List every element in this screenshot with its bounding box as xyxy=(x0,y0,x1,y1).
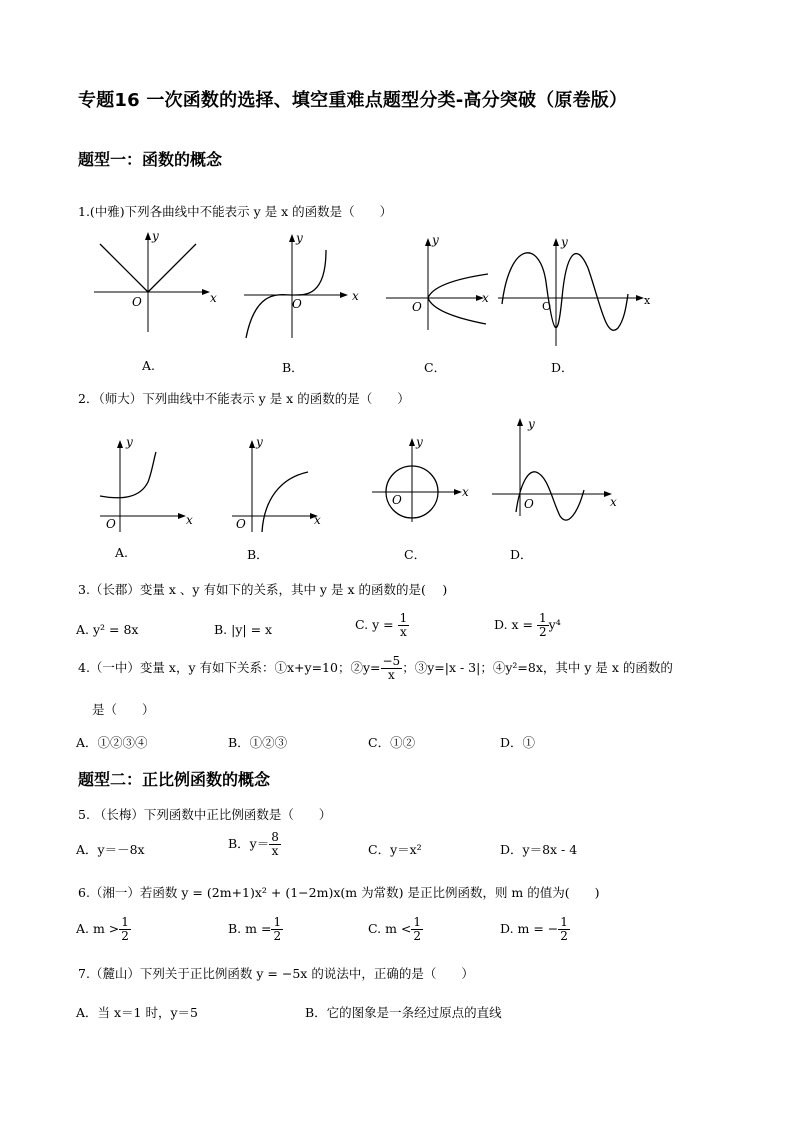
q2b-y-label: y xyxy=(256,435,263,449)
q2b-x-label: x xyxy=(314,513,321,527)
page-title: 专题16 一次函数的选择、填空重难点题型分类-高分突破（原卷版） xyxy=(78,90,628,111)
question-5: 5. （长梅）下列函数中正比例函数是（ ） xyxy=(78,807,332,822)
q1-label-b: B． xyxy=(282,360,304,375)
q1d-x-label: x xyxy=(644,294,651,307)
question-2: 2．（师大）下列曲线中不能表示 y 是 x 的函数的是（ ） xyxy=(78,391,410,406)
q2-label-b: B． xyxy=(247,547,269,562)
section-heading-1: 题型一：函数的概念 xyxy=(78,150,223,169)
q5-option-d: D．y＝8x - 4 xyxy=(500,842,578,857)
q2-label-a: A. xyxy=(115,545,129,560)
q1-label-d: D． xyxy=(551,360,574,375)
question-4 xyxy=(78,655,673,682)
q1a-x-label: x xyxy=(210,291,217,305)
q3-option-d-suffix: y⁴ xyxy=(548,617,561,632)
q6-option-a xyxy=(76,916,131,943)
question-1: 1.(中雅)下列各曲线中不能表示 y 是 x 的函数是（ ） xyxy=(78,204,393,219)
q6a-fraction xyxy=(119,916,131,943)
q6d-prefix: D. m = − xyxy=(500,921,559,936)
q3-option-a: A. y² = 8x xyxy=(76,622,139,637)
q3d-den: 2 xyxy=(539,625,547,639)
q1a-y-label: y xyxy=(152,229,159,243)
q1-graph-c xyxy=(382,232,502,332)
q2a-origin-label: O xyxy=(106,517,116,531)
q1b-origin-label: O xyxy=(292,297,302,311)
q2b-origin-label: O xyxy=(236,517,246,531)
q4-frac-den: x xyxy=(387,668,395,682)
q6-option-b xyxy=(228,916,283,943)
q1c-x-label: x xyxy=(482,291,489,305)
q2-label-d: D． xyxy=(510,547,533,562)
q6-option-d xyxy=(500,916,570,943)
q7-option-a: A．当 x＝1 时，y＝5 xyxy=(76,1005,198,1020)
q3-option-c-prefix: C. y = xyxy=(355,617,394,632)
q3-option-b: B. |y| = x xyxy=(214,622,273,637)
question-3: 3.（长郡）变量 x 、y 有如下的关系，其中 y 是 x 的函数的是( ) xyxy=(78,582,448,597)
q6b-prefix: B. m = xyxy=(228,921,272,936)
q5b-num: 8 xyxy=(271,830,279,844)
q5-option-c: C．y＝x² xyxy=(368,842,422,857)
q2-graph-b xyxy=(228,434,333,534)
q1d-origin-label: O xyxy=(542,300,552,313)
q6-option-c xyxy=(368,916,423,943)
q1-label-a: A. xyxy=(142,358,156,373)
q3-option-d-fraction xyxy=(537,612,549,639)
q2a-x-label: x xyxy=(186,513,193,527)
q6d-num: 1 xyxy=(560,915,568,929)
q3-option-c xyxy=(355,612,409,639)
q1b-x-label: x xyxy=(352,289,359,303)
q1c-origin-label: O xyxy=(412,300,422,314)
q4-text-post: ；③y=|x - 3|；④y²=8x，其中 y 是 x 的函数的 xyxy=(402,660,673,675)
q4-option-a: A．①②③④ xyxy=(76,735,148,750)
q2d-origin-label: O xyxy=(524,497,534,511)
q5-option-a: A．y＝－8x xyxy=(76,842,145,857)
q1a-origin-label: O xyxy=(132,295,142,309)
q1-graph-d xyxy=(496,232,661,347)
q2-graph-d xyxy=(490,412,625,517)
q3-option-c-fraction xyxy=(398,612,410,639)
q1-label-c: C． xyxy=(424,360,447,375)
q1-graph-a xyxy=(88,228,228,338)
q3-option-d xyxy=(494,612,561,639)
q6d-den: 2 xyxy=(560,929,568,943)
q2c-origin-label: O xyxy=(392,493,402,507)
q5-option-b-fraction xyxy=(269,831,281,858)
q6c-fraction xyxy=(411,916,423,943)
q7-option-b: B．它的图象是一条经过原点的直线 xyxy=(305,1005,502,1020)
q1-graph-b xyxy=(240,228,370,343)
q4-fraction xyxy=(381,655,403,682)
q4-text-continued: 是（ ） xyxy=(92,702,155,717)
q1d-y-label: y xyxy=(561,235,568,249)
q4-text-pre: 4.（一中）变量 x，y 有如下关系：①x+y=10；②y= xyxy=(78,660,381,675)
q2-graph-c xyxy=(370,434,475,524)
q2d-y-label: y xyxy=(528,417,535,431)
q6a-prefix: A. m > xyxy=(76,921,120,936)
q6b-den: 2 xyxy=(273,929,282,943)
q3-option-d-prefix: D. x = xyxy=(494,617,534,632)
q4-option-b: B．①②③ xyxy=(228,735,288,750)
q2a-y-label: y xyxy=(126,435,133,449)
q2d-x-label: x xyxy=(610,495,617,509)
q6b-num: 1 xyxy=(273,915,282,929)
q6a-den: 2 xyxy=(121,929,129,943)
q5-option-b xyxy=(228,831,281,858)
question-7: 7.（麓山）下列关于正比例函数 y = −5x 的说法中，正确的是（ ） xyxy=(78,966,474,981)
q2-label-c: C． xyxy=(404,547,427,562)
q2c-x-label: x xyxy=(462,485,469,499)
q6c-num: 1 xyxy=(413,915,422,929)
q6c-prefix: C. m < xyxy=(368,921,412,936)
q3d-num: 1 xyxy=(539,611,547,625)
q6b-fraction xyxy=(271,916,283,943)
q4-frac-num: −5 xyxy=(382,654,401,668)
question-6: 6.（湘一）若函数 y = (2m+1)x² + (1−2m)x(m 为常数) 是正比例函数，则 m 的值为( ) xyxy=(78,885,600,900)
q4-option-d: D．① xyxy=(500,735,536,750)
q6c-den: 2 xyxy=(413,929,422,943)
q1b-y-label: y xyxy=(296,231,303,245)
q6d-fraction xyxy=(558,916,570,943)
q1c-y-label: y xyxy=(432,233,439,247)
q3c-num: 1 xyxy=(399,611,408,625)
q3c-den: x xyxy=(399,625,407,639)
q2-graph-a xyxy=(96,434,201,534)
q5b-den: x xyxy=(271,844,279,858)
q6a-num: 1 xyxy=(121,915,129,929)
section-heading-2: 题型二：正比例函数的概念 xyxy=(78,770,271,789)
q4-option-c: C．①② xyxy=(368,735,416,750)
q5-option-b-prefix: B．y＝ xyxy=(228,836,270,851)
q2c-y-label: y xyxy=(416,435,423,449)
